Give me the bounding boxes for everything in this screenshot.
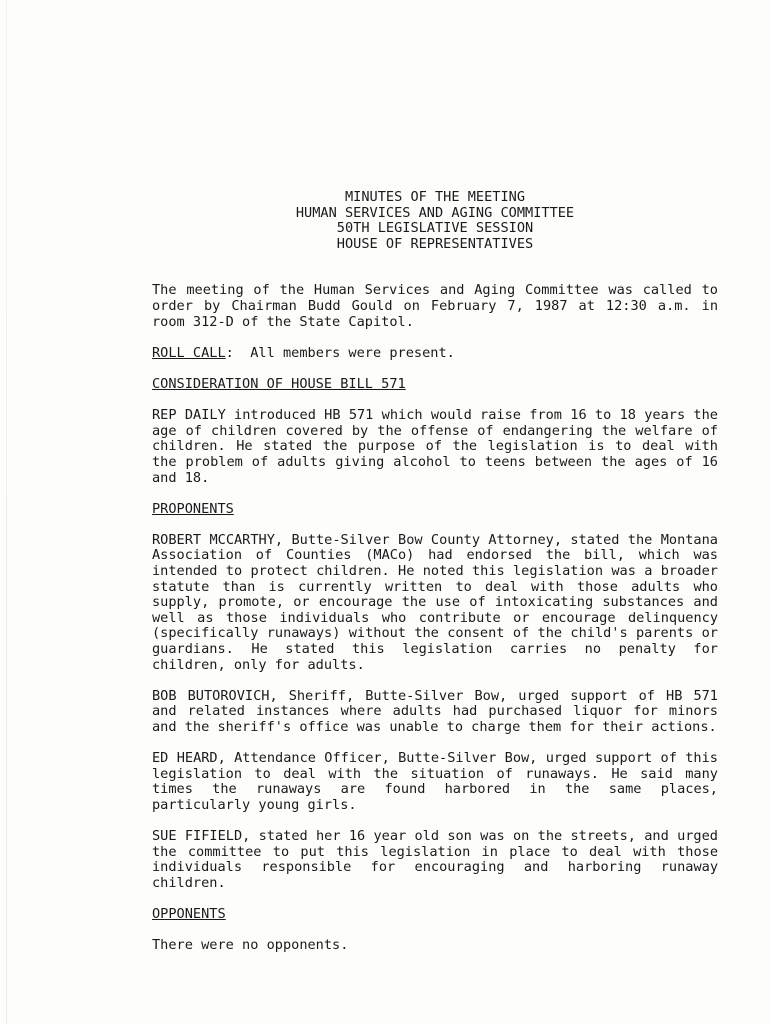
roll-call-text: : All members were present. xyxy=(225,344,455,361)
proponents-heading: PROPONENTS xyxy=(152,500,234,517)
scan-edge xyxy=(6,0,7,1024)
roll-call-paragraph xyxy=(152,346,718,362)
header-committee: HUMAN SERVICES AND AGING COMMITTEE xyxy=(295,204,575,221)
header-title: MINUTES OF THE MEETING xyxy=(344,189,526,205)
intro-paragraph: The meeting of the Human Services and Aging Committee was called to order by Chairman Budd Gould on February 7, 1987 at 12:30 a.m. in room 312-D of the State Capitol. xyxy=(152,282,718,330)
opponents-paragraph: There were no opponents. xyxy=(152,937,349,954)
header-session: 50TH LEGISLATIVE SESSION xyxy=(336,220,534,237)
consideration-heading: CONSIDERATION OF HOUSE BILL 571 xyxy=(152,375,406,392)
document-header xyxy=(152,190,718,252)
proponent-paragraph: SUE FIFIELD, stated her 16 year old son was on the streets, and urged the committee to put this legislation in place to deal with those individuals responsible for encouraging and harboring runaway children. xyxy=(152,828,718,891)
consideration-paragraph: REP DAILY introduced HB 571 which would raise from 16 to 18 years the age of children covered by the offense of endangering the welfare of children. He stated the purpose of the legislation is to deal with the problem of adults giving alcohol to teens between the ages of 16 and 18. xyxy=(152,407,718,486)
opponents-heading: OPPONENTS xyxy=(152,906,226,923)
roll-call-label: ROLL CALL xyxy=(152,344,226,361)
proponent-paragraph: ED HEARD, Attendance Officer, Butte-Silver Bow, urged support of this legislation to deal with the situation of runaways. He said many times the runaways are found harbored in the same places, particularly young girls. xyxy=(152,750,718,813)
header-house: HOUSE OF REPRESENTATIVES xyxy=(336,235,534,252)
proponent-paragraph: BOB BUTOROVICH, Sheriff, Butte-Silver Bow, urged support of HB 571 and related instances where adults had purchased liquor for minors and the sheriff's office was unable to charge them for their actions. xyxy=(152,687,718,735)
minutes-document xyxy=(152,190,718,970)
proponent-paragraph: ROBERT MCCARTHY, Butte-Silver Bow County Attorney, stated the Montana Association of Counties (MACo) had endorsed the bill, which was intended to protect children. He noted this legislation was a broader statute than is currently written to deal with those adults who supply, promote, or encourage the use of intoxicating substances and well as those individuals who contribute or encourage delinquency (specifically runaways) without the consent of the child's parents or guardians. He stated this legislation carries no penalty for children, only for adults. xyxy=(152,531,718,673)
